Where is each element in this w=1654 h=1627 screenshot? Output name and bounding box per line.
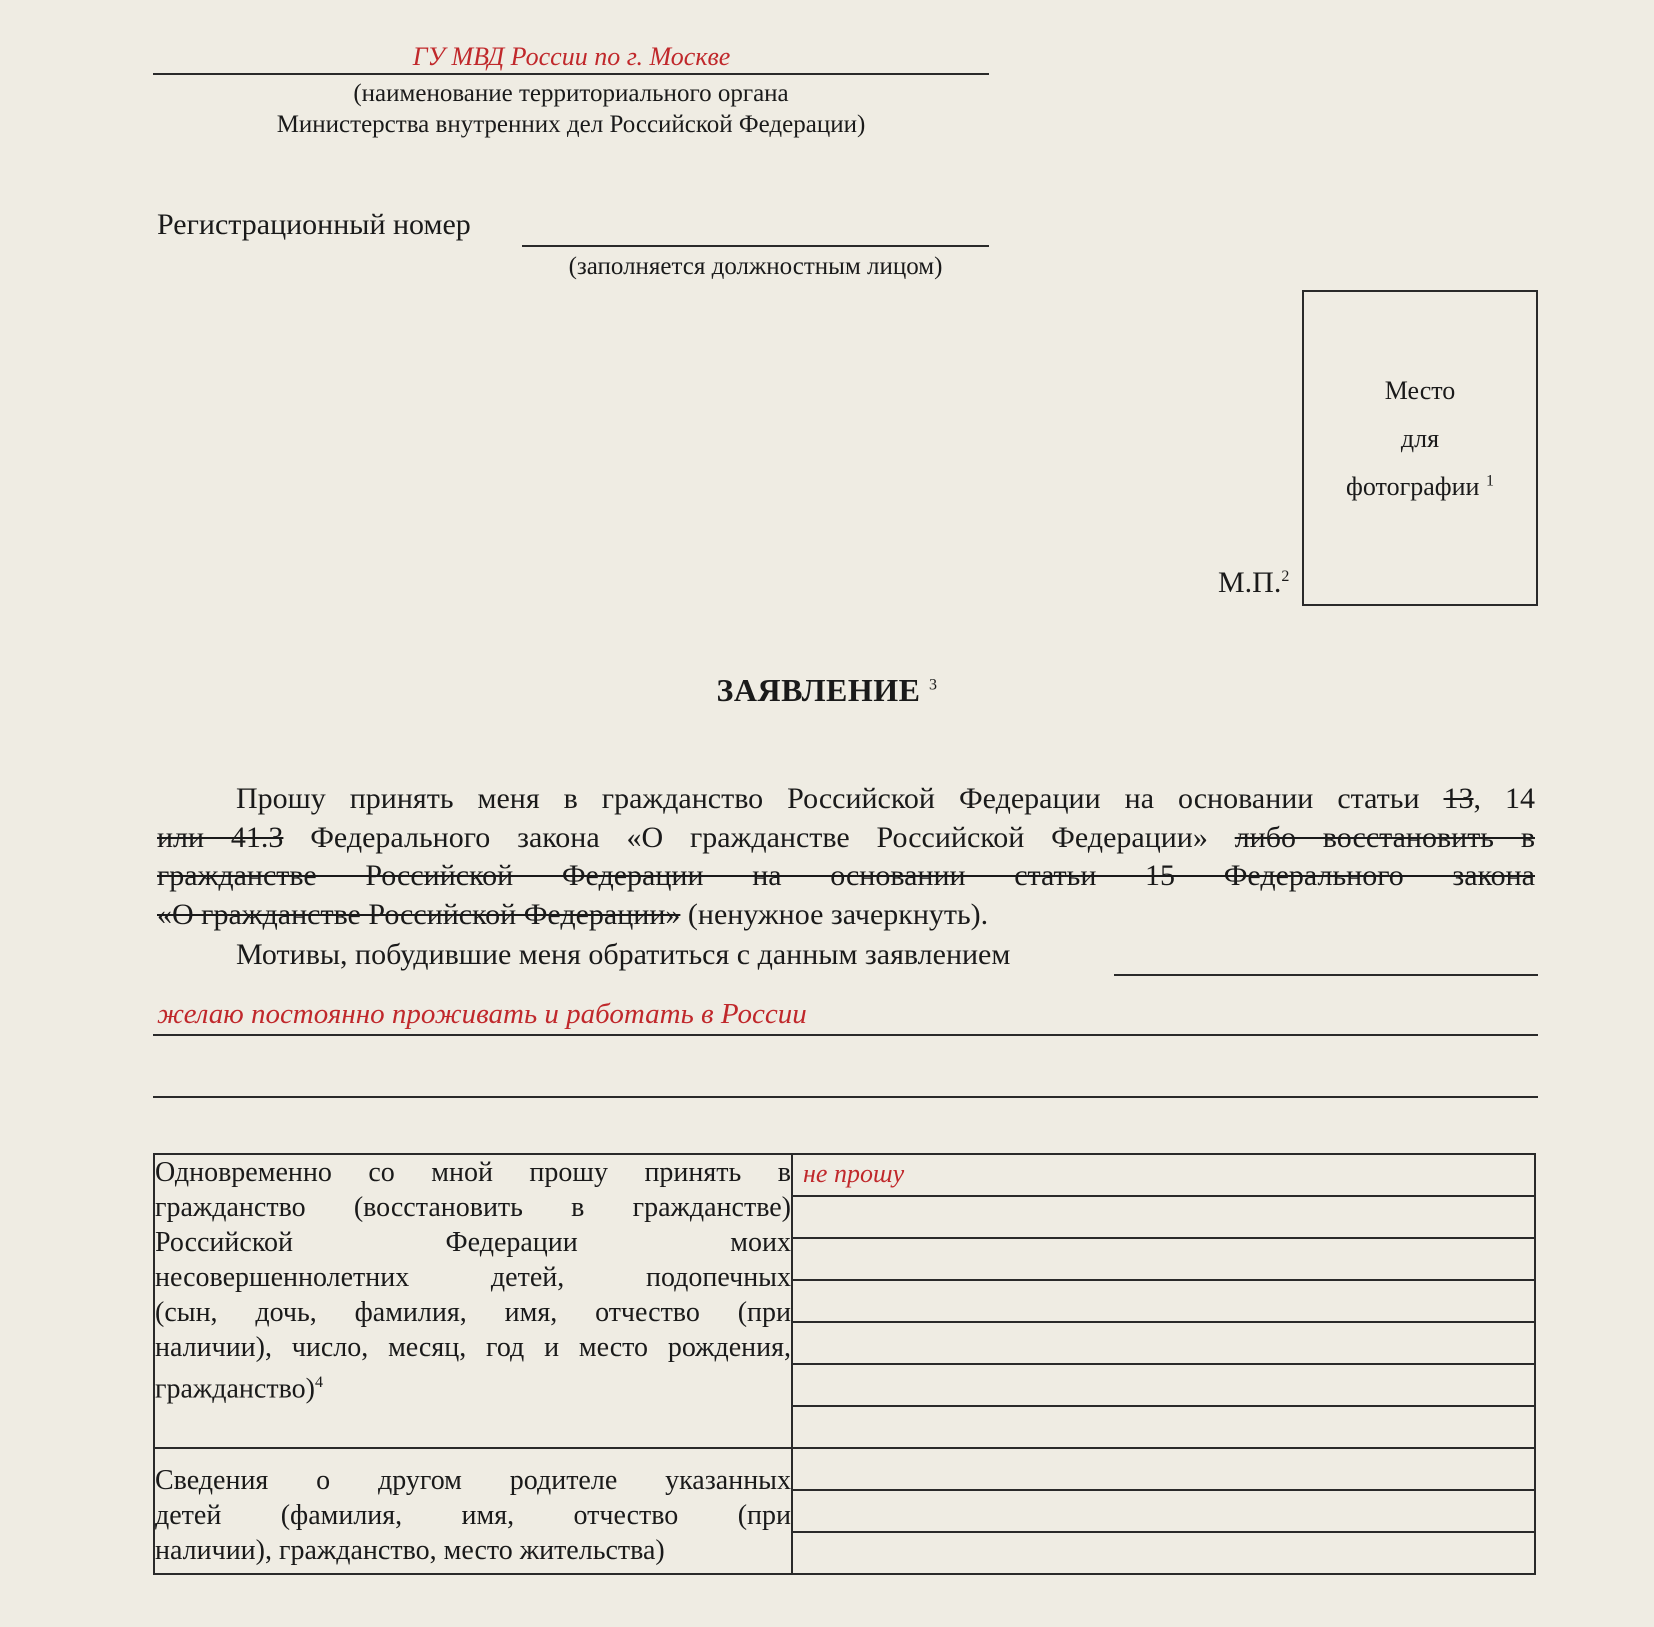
footnote-4: 4 (314, 1374, 323, 1391)
struck-article-13: 13 (1443, 782, 1474, 815)
photo-label-line1: Место (1384, 376, 1456, 405)
children-row-5[interactable] (792, 1322, 1535, 1364)
children-row-4[interactable] (792, 1280, 1535, 1322)
other-parent-label: Сведения о другом родителе указанных детей (фамилия, имя, отчество (при наличии), гражданство, место жительства) (154, 1448, 792, 1574)
motives-label: Мотивы, побудившие меня обратиться с данным заявлением (236, 938, 1011, 971)
registration-number-label: Регистрационный номер (157, 208, 471, 241)
request-line-2: или 41.3 Федерального закона «О гражданстве Российской Федерации» либо восстановить в (157, 820, 1535, 854)
photo-label-line3: фотографии $^1$ (1346, 472, 1494, 501)
request-line-4: «О гражданстве Российской Федерации» (ненужное зачеркнуть). (157, 897, 989, 931)
children-label: Одновременно со мной прошу принять в гражданство (восстановить в гражданстве) Российской Федерации моих несовершеннолетних детей, подопечных (сын, дочь, фамилия, имя, отчество (при наличии), число, месяц, год и место рождения, гражданство)$^4$ (154, 1154, 792, 1448)
request-line-3 (157, 857, 1535, 896)
registration-number-caption: (заполняется должностным лицом) (568, 253, 943, 280)
struck-restore-text-2: гражданстве Российской Федерации на основании статьи 15 Федерального закона (157, 859, 1535, 892)
struck-restore-text: либо восстановить в (1234, 820, 1535, 854)
motives-line-1[interactable] (1114, 974, 1538, 976)
footnote-1: 1 (1485, 472, 1494, 490)
children-row-2[interactable] (792, 1196, 1535, 1238)
motives-line-2[interactable] (153, 1034, 1538, 1036)
footnote-2: 2 (1281, 568, 1290, 585)
organ-name-underline (153, 73, 989, 75)
stamp-label: М.П.$^2$ (1218, 566, 1290, 599)
organ-caption-line2: Министерства внутренних дел Российской Федерации) (276, 111, 866, 138)
children-row-7[interactable] (792, 1406, 1535, 1448)
other-parent-row-2[interactable] (792, 1490, 1535, 1532)
motives-line-3[interactable] (153, 1096, 1538, 1098)
children-row-3[interactable] (792, 1238, 1535, 1280)
organ-caption-line1: (наименование территориального органа (353, 80, 789, 107)
motives-value[interactable]: желаю постоянно проживать и работать в России (157, 998, 807, 1030)
struck-article-41-3: или 41.3 (157, 820, 284, 854)
footnote-3: 3 (929, 676, 938, 694)
children-table (153, 1153, 1536, 1575)
children-row-1[interactable] (792, 1154, 1535, 1196)
photo-label-line2: для (1400, 424, 1440, 453)
photo-placeholder-box (1302, 290, 1538, 606)
registration-number-field[interactable] (522, 245, 989, 247)
request-line-1: Прошу принять меня в гражданство Российской Федерации на основании статьи 13, 14 (236, 782, 1536, 815)
other-parent-row-3[interactable] (792, 1532, 1535, 1574)
request-paragraph (157, 780, 1535, 934)
children-value[interactable]: не прошу (803, 1159, 905, 1188)
struck-restore-text-3: «О гражданстве Российской Федерации» (157, 897, 681, 931)
children-row-6[interactable] (792, 1364, 1535, 1406)
other-parent-row-1[interactable] (792, 1448, 1535, 1490)
document-title: ЗАЯВЛЕНИЕ $^3$ (716, 672, 938, 708)
organ-name-value[interactable]: ГУ МВД России по г. Москве (412, 42, 731, 71)
